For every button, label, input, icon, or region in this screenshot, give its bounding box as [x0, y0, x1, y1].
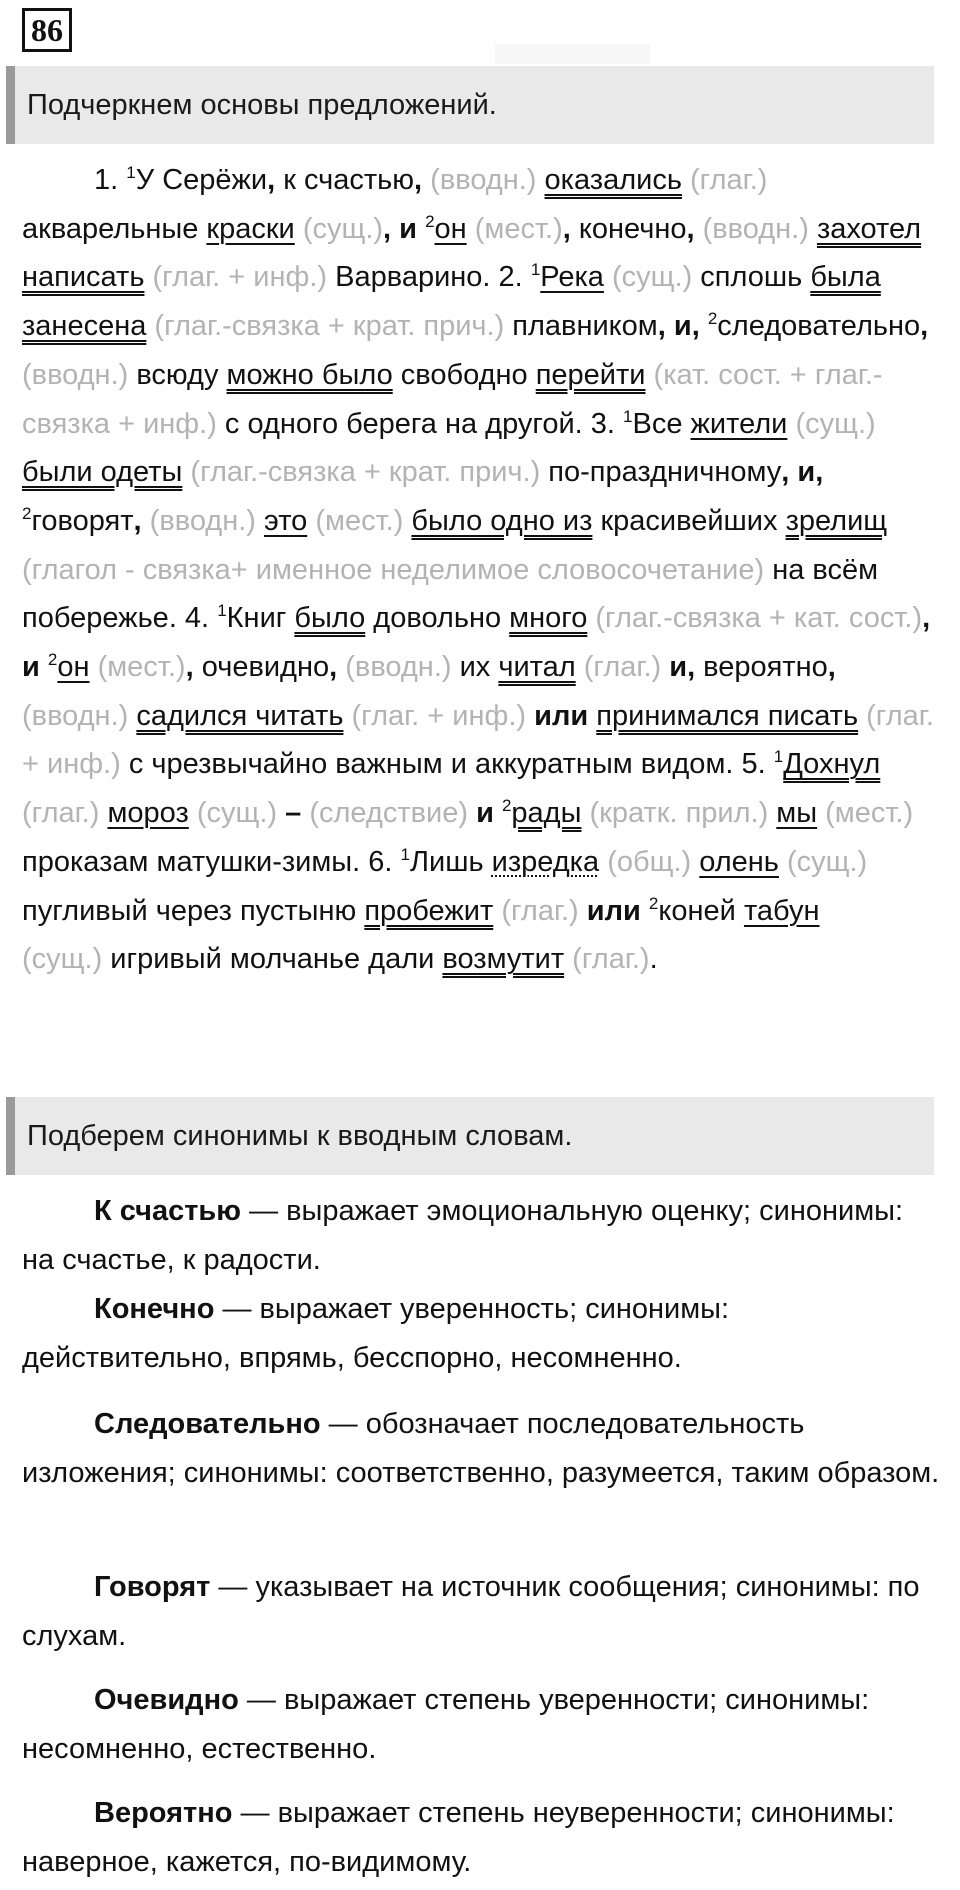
synonym-text: — обозначает последовательность изложения; синонимы: соответственно, разумеется, таким образом.	[22, 1408, 940, 1489]
synonym-word: К счастью	[94, 1195, 242, 1227]
synonym-text: — выражает эмоциональную оценку; синонимы: на счастье, к радости.	[22, 1195, 904, 1276]
predicate: садился читать	[136, 699, 344, 732]
subject: он	[434, 212, 467, 245]
predicate: зрелищ	[785, 504, 888, 537]
section-header-bases	[6, 66, 934, 144]
predicate: оказались	[544, 164, 682, 196]
subject: Река	[540, 261, 604, 294]
predicate: рады	[511, 797, 582, 830]
synonym-word: Следовательно	[94, 1408, 321, 1440]
predicate: пробежит	[364, 894, 494, 927]
predicate: Дохнул	[783, 748, 881, 781]
predicate: была занесена	[22, 261, 881, 343]
synonym-text: — выражает степень уверенности; синонимы: несомненно, естественно.	[22, 1684, 870, 1765]
top-strip	[495, 44, 650, 64]
predicate: принимался писать	[596, 699, 859, 732]
subject: табун	[743, 894, 820, 927]
sentences-paragraph	[22, 156, 942, 984]
synonym-word: Вероятно	[94, 1797, 233, 1829]
section-title: Подберем синонимы к вводным словам.	[27, 1119, 573, 1152]
synonym-entry	[22, 1285, 942, 1382]
sentence-4: 4. $^1$Книг было довольно много (глаг.-связка + кат. сост.), и $^2$он (мест.), очевидно, (вводн.) их читал (глаг.) и, вероятно, (вводн.) садился читать (глаг. + инф.) или принимался писать (глаг. + инф.) с чрезвычайно важным и аккуратным видом.	[22, 601, 934, 781]
predicate: много	[509, 602, 588, 635]
subject: мы	[776, 797, 818, 830]
sentence-2: 2. $^1$Река (сущ.) сплошь была занесена (глаг.-связка + крат. прич.) плавником, и, $^2$следовательно, (вводн.) всюду можно было свободно перейти (кат. сост. + глаг.-связка + инф.) с одного берега на другой.	[22, 260, 929, 440]
adverbial: изредка	[491, 845, 600, 878]
synonym-entry	[22, 1676, 942, 1773]
subject: жители	[690, 407, 788, 440]
predicate: перейти	[535, 358, 646, 391]
subject: он	[57, 651, 90, 684]
synonym-entry	[22, 1789, 942, 1886]
synonym-word: Очевидно	[94, 1684, 239, 1716]
synonym-entry	[22, 1187, 942, 1284]
predicate: было	[294, 602, 366, 635]
synonym-word: Говорят	[94, 1571, 211, 1603]
sentence-1: 1. $^1$У Серёжи, к счастью, (вводн.) оказались (глаг.) акварельные краски (сущ.), и $^2$он (мест.), конечно, (вводн.) захотел написать (глаг. + инф.) Варварино.	[22, 163, 922, 294]
subject: олень	[699, 845, 779, 878]
synonym-word: Конечно	[94, 1293, 215, 1325]
predicate: читал	[498, 651, 576, 684]
predicate: захотел написать	[22, 212, 922, 294]
subject: мороз	[107, 797, 189, 830]
sentence-5: 5. $^1$Дохнул (глаг.) мороз (сущ.) – (следствие) и $^2$рады (кратк. прил.) мы (мест.) проказам матушки-зимы.	[22, 747, 914, 878]
sentences-text	[22, 156, 942, 984]
predicate: возмутит	[442, 943, 565, 976]
predicate: было одно из	[411, 504, 593, 537]
sentence-6: 6. $^1$Лишь изредка (общ.) олень (сущ.) пугливый через пустыню пробежит (глаг.) или $^2$коней табун (сущ.) игривый молчанье дали возмутит (глаг.).	[22, 844, 868, 976]
sentence-3: 3. $^1$Все жители (сущ.) были одеты (глаг.-связка + крат. прич.) по-праздничному, и, $^2$говорят, (вводн.) это (мест.) было одно из красивейших зрелищ (глагол - связка+ именное неделимое словосочетание) на всём побережье.	[22, 406, 888, 635]
synonym-entry	[22, 1563, 942, 1660]
subject: краски	[206, 212, 295, 245]
section-title: Подчеркнем основы предложений.	[27, 88, 497, 121]
predicate: были одеты	[22, 456, 183, 489]
synonym-text: — указывает на источник сообщения; синонимы: по слухам.	[22, 1571, 920, 1652]
exercise-number: 86	[22, 8, 72, 52]
predicate: можно было	[226, 358, 393, 391]
synonym-entry	[22, 1400, 942, 1497]
subject: это	[264, 504, 308, 537]
section-header-synonyms	[6, 1097, 934, 1175]
synonym-text: — выражает уверенность; синонимы: действительно, впрямь, бесспорно, несомненно.	[22, 1293, 730, 1374]
synonym-text: — выражает степень неуверенности; синонимы: наверное, кажется, по-видимому.	[22, 1797, 895, 1878]
